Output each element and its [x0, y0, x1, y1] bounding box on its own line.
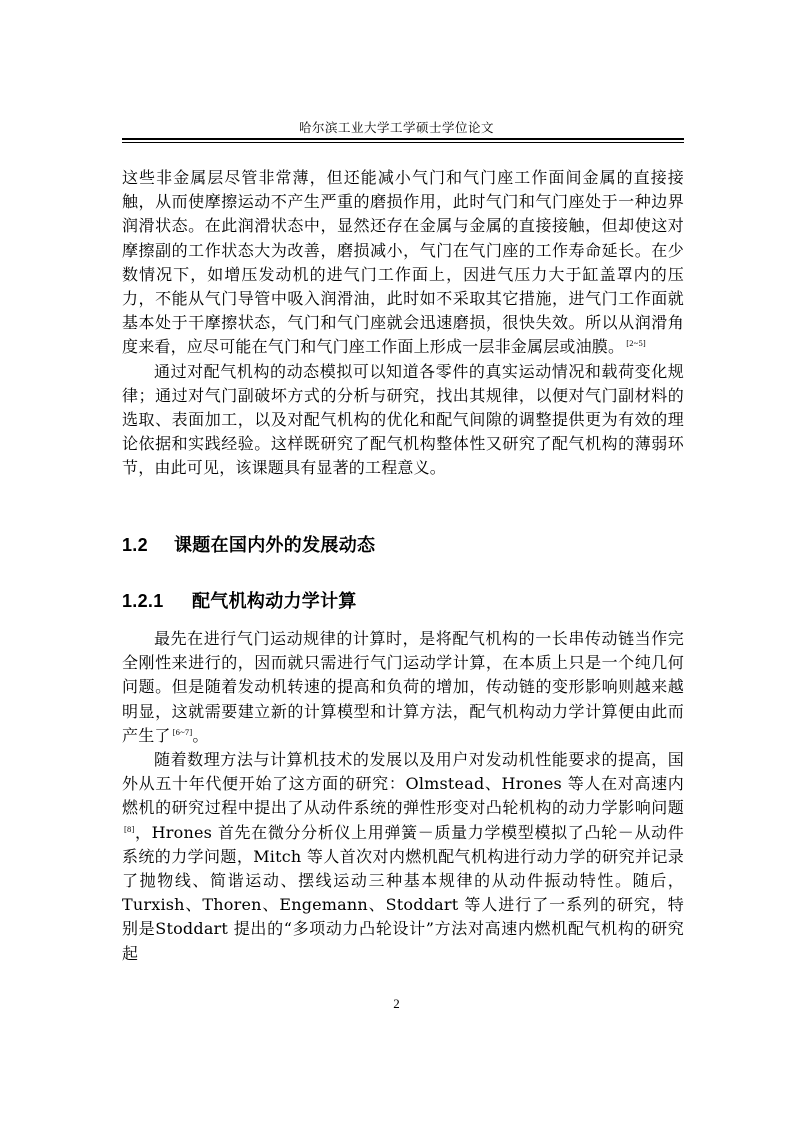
section-heading-1-2	[122, 531, 375, 557]
significance-paragraph-text: 通过对配气机构的动态模拟可以知道各零件的真实运动情况和载荷变化规律；通过对气门副破坏方式的分析与研究，找出其规律，以便对气门副材料的选取、表面加工，以及对配气机构的优化和配气间隙的调整提供更为有效的理论依据和实践经验。这样既研究了配气机构整体性又研究了配气机构的薄弱环节，由此可见，该课题具有显著的工程意义。	[122, 361, 684, 478]
intro-paragraph-text: 这些非金属层尽管非常薄，但还能减小气门和气门座工作面间金属的直接接触，从而使摩擦运动不产生严重的磨损作用，此时气门和气门座处于一种边界润滑状态。在此润滑状态中，显然还存在金属与金属的直接接触，但却使这对摩擦副的工作状态大为改善，磨损减小，气门在气门座的工作寿命延长。在少数情况下，如增压发动机的进气门工作面上，因进气压力大于缸盖罩内的压力，不能从气门导管中吸入润滑油，此时如不采取其它措施，进气门工作面就基本处于干摩擦状态，气门和气门座就会迅速磨损，很快失效。所以从润滑角度来看，应尽可能在气门和气门座工作面上形成一层非金属层或油膜。	[122, 168, 684, 357]
subsection-number: 1.2.1	[122, 591, 164, 611]
citation: [8]	[124, 823, 135, 834]
citation: [2~5]	[626, 338, 646, 349]
header-rule-thick	[122, 138, 684, 140]
dynamics-paragraph-1-end: 。	[192, 725, 209, 745]
dynamics-paragraph-2-part1: 随着数理方法与计算机技术的发展以及用户对发动机性能要求的提高，国外从五十年代便开始了这方面的研究：Olmstead、Hrones 等人在对高速内燃机的研究过程中提出了从动件系统的弹性形变对凸轮机构的动力学影响问题	[122, 750, 684, 818]
subsection-title: 配气机构动力学计算	[192, 591, 357, 612]
running-header: 哈尔滨工业大学工学硕士学位论文	[298, 120, 494, 135]
dynamics-paragraph-1-text: 最先在进行气门运动规律的计算时，是将配气机构的一长串传动链当作完全刚性来进行的，因而就只需进行气门运动学计算，在本质上只是一个纯几何问题。但是随着发动机转速的提高和负荷的增加，传动链的变形影响则越来越明显，这就需要建立新的计算模型和计算方法，配气机构动力学计算便由此而产生了	[122, 629, 684, 745]
page-number: 2	[393, 996, 400, 1011]
header-rule-thin	[122, 142, 684, 143]
citation: [6~7]	[172, 726, 193, 737]
dynamics-paragraph-2	[122, 748, 684, 966]
section-number: 1.2	[122, 535, 148, 555]
section-heading-1-2-1	[122, 587, 357, 613]
dynamics-section	[122, 627, 684, 966]
significance-paragraph	[122, 360, 684, 481]
dynamics-paragraph-1	[122, 627, 684, 748]
dynamics-paragraph-2-part2: ，Hrones 首先在微分分析仪上用弹簧－质量力学模型模拟了凸轮－从动件系统的力学问题，Mitch 等人首次对内燃机配气机构进行动力学的研究并记录了抛物线、简谐运动、摆线运动三种基本规律的从动件振动特性。随后，Turxish、Thoren、Engemann、Stoddart 等人进行了一系列的研究，特别是Stoddart 提出的“多项动力凸轮设计”方法对高速内燃机配气机构的研究起	[122, 822, 684, 963]
intro-paragraph	[122, 166, 684, 360]
intro-section	[122, 166, 684, 481]
section-title: 课题在国内外的发展动态	[174, 535, 376, 556]
